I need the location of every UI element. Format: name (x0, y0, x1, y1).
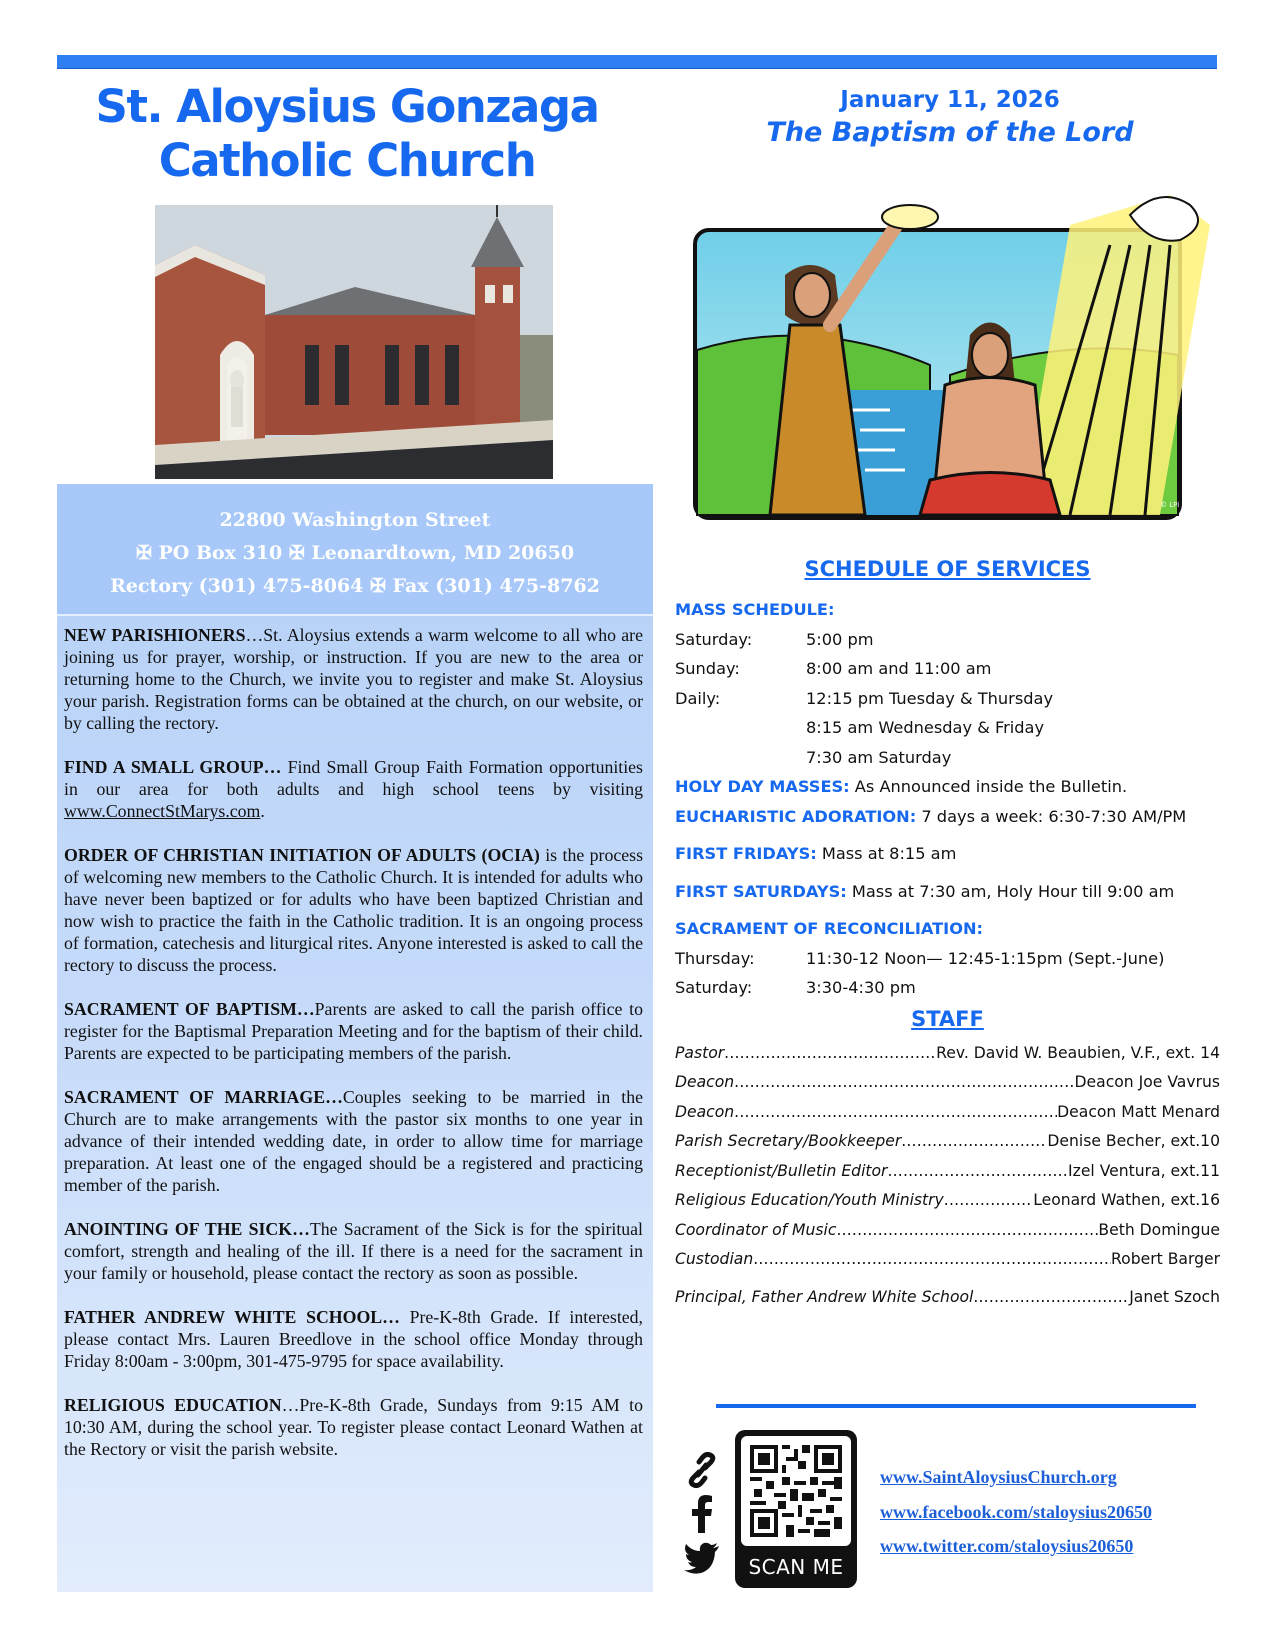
announcement-marriage (64, 1086, 643, 1196)
mass-row (675, 654, 1220, 684)
separator: … (281, 1395, 300, 1415)
separator (400, 1307, 410, 1327)
staff-name: Beth Domingue (1098, 1220, 1220, 1239)
holy-day-label: HOLY DAY MASSES: (675, 777, 850, 796)
address-box (57, 484, 653, 616)
qr-code-box[interactable] (735, 1430, 857, 1588)
mass-day: Saturday: (675, 629, 753, 649)
announcement-heading: ORDER OF CHRISTIAN INITIATION OF ADULTS (OCIA) (64, 845, 540, 865)
announcement-baptism (64, 998, 643, 1064)
facebook-icon (682, 1492, 722, 1536)
staff-role: Custodian (675, 1250, 754, 1268)
website-link[interactable]: www.SaintAloysiusChurch.org (880, 1467, 1117, 1487)
dot-leader (901, 1127, 1047, 1157)
staff-role: Religious Education/Youth Ministry (675, 1191, 944, 1209)
announcement-heading: SACRAMENT OF MARRIAGE… (64, 1087, 343, 1107)
reconciliation-day: Thursday: (675, 948, 755, 968)
feast-title: The Baptism of the Lord (766, 117, 1134, 148)
mass-time: 5:00 pm (806, 629, 874, 649)
mass-schedule-label: MASS SCHEDULE: (675, 600, 835, 619)
staff-name: Leonard Wathen, ext.16 (1033, 1191, 1220, 1209)
mass-row (675, 713, 1220, 743)
schedule-title: SCHEDULE OF SERVICES (804, 557, 1091, 581)
staff-role: Deacon (675, 1102, 735, 1121)
announcement-body: The Sacrament of the Sick is for the spiritual comfort, strength and healing of the ill. If there is a need for the sacrament in your family or household, please contact the rectory as soon as possible. (64, 1219, 643, 1283)
staff-role: Coordinator of Music (675, 1220, 837, 1239)
dot-leader (836, 1216, 1098, 1246)
adoration-label: EUCHARISTIC ADORATION: (675, 806, 917, 826)
top-accent-bar (57, 55, 1217, 69)
date-header (680, 85, 1220, 151)
twitter-icon (682, 1536, 722, 1580)
reconciliation-day: Saturday: (675, 978, 753, 997)
announcement-small-group (64, 756, 643, 822)
reconciliation-time: 11:30-12 Noon— 12:45-1:15pm (Sept.-June) (806, 948, 1165, 968)
announcement-body: Pre-K-8th Grade, Sundays from 9:15 AM to 10:30 AM, during the school year. To register please contact Leonard Wathen at the Rectory or visit the parish website. (64, 1395, 644, 1459)
holy-day-text: As Announced inside the Bulletin. (849, 777, 1128, 796)
first-fridays-label: FIRST FRIDAYS: (675, 844, 817, 863)
dot-leader (753, 1245, 1111, 1275)
mass-row (675, 625, 1220, 655)
mass-row (675, 743, 1220, 773)
staff-row (675, 1068, 1220, 1098)
address-po-box: ✠ PO Box 310 ✠ Leonardtown, MD 20650 (135, 542, 575, 564)
link-icon (682, 1448, 722, 1492)
announcement-heading: NEW PARISHIONERS (64, 625, 246, 645)
announcement-body: is the process of welcoming new members to the Catholic Church. It is intended for adults who have never been baptized or for adults who have been baptized Christian and now wish to practice the faith in the Catholic tradition. It is an ongoing process of formation, catechesis and liturgical rites. Anyone interested is asked to call the rectory to discuss the process. (64, 845, 643, 975)
mass-row (675, 684, 1220, 714)
staff-row (675, 1127, 1220, 1157)
first-fridays (675, 839, 1220, 869)
footer-links (880, 1460, 1152, 1564)
announcement-religious-education (64, 1394, 643, 1460)
dot-leader (944, 1186, 1033, 1216)
staff-name: Izel Ventura, ext.11 (1068, 1161, 1220, 1180)
staff-row (675, 1245, 1220, 1275)
announcement-body: Pre-K-8th Grade. If interested, please contact Mrs. Lauren Breedlove in the school office Monday through Friday 8:00am - 3:00pm, 301-475-9795 for space availability. (64, 1307, 643, 1371)
staff-row-principal (675, 1283, 1220, 1313)
staff-row (675, 1186, 1220, 1216)
address-phone: Rectory (301) 475-8064 ✠ Fax (301) 475-8762 (110, 575, 600, 597)
adoration-text: 7 days a week: 6:30-7:30 AM/PM (916, 806, 1187, 826)
staff-role: Principal, Father Andrew White School (675, 1287, 974, 1306)
announcement-heading: ANOINTING OF THE SICK… (64, 1219, 310, 1239)
dot-leader (724, 1039, 936, 1069)
mass-time: 12:15 pm Tuesday & Thursday (806, 688, 1054, 708)
announcement-ocia (64, 844, 643, 976)
first-saturdays-label: FIRST SATURDAYS: (675, 881, 847, 901)
staff-role: Pastor (675, 1043, 725, 1062)
staff-role: Parish Secretary/Bookkeeper (675, 1132, 902, 1150)
holy-day-masses (675, 772, 1220, 802)
mass-day: Sunday: (675, 659, 740, 678)
staff-role: Deacon (675, 1073, 735, 1091)
staff-name: Deacon Joe Vavrus (1074, 1073, 1220, 1091)
announcement-heading: FIND A SMALL GROUP… (64, 757, 282, 777)
staff-name: Denise Becher, ext.10 (1047, 1132, 1220, 1150)
facebook-link[interactable]: www.facebook.com/staloysius20650 (880, 1501, 1153, 1522)
announcement-body: Find Small Group Faith Formation opportunities in our area for both adults and high school teens by visiting (64, 757, 643, 799)
schedule-of-services (675, 555, 1220, 1312)
staff-row (675, 1098, 1220, 1128)
staff-title: STAFF (911, 1006, 984, 1031)
reconciliation-row (675, 944, 1220, 974)
staff-name: Robert Barger (1111, 1250, 1220, 1268)
staff-row (675, 1216, 1220, 1246)
staff-name: Janet Szoch (1129, 1287, 1220, 1306)
first-saturdays (675, 877, 1220, 907)
church-name-line1: St. Aloysius Gonzaga (95, 80, 599, 133)
announcement-tail: . (260, 801, 265, 821)
dot-leader (973, 1283, 1129, 1313)
church-title (57, 80, 637, 188)
reconciliation-label: SACRAMENT OF RECONCILIATION: (675, 919, 983, 938)
staff-row (675, 1157, 1220, 1187)
dot-leader (734, 1068, 1074, 1098)
announcement-school (64, 1306, 643, 1372)
announcement-heading: FATHER ANDREW WHITE SCHOOL… (64, 1307, 400, 1327)
announcement-body: Parents are asked to call the parish office to register for the Baptismal Preparation Meeting and for the baptism of their child. Parents are expected to be participating members of the parish. (64, 999, 643, 1063)
scan-me-label: SCAN ME (748, 1555, 844, 1579)
dot-leader (887, 1157, 1068, 1187)
reconciliation-time: 3:30-4:30 pm (806, 978, 916, 997)
announcement-new-parishioners (64, 624, 643, 734)
staff-role: Receptionist/Bulletin Editor (675, 1161, 888, 1180)
announcement-body: Couples seeking to be married in the Church are to make arrangements with the pastor six months to one year in advance of their intended wedding date, in order to allow time for marriage preparation. At least one of the engaged should be a registered and practicing member of the parish. (64, 1087, 643, 1195)
reconciliation-row (675, 973, 1220, 1003)
qr-code[interactable] (741, 1436, 851, 1546)
mass-time: 7:30 am Saturday (806, 747, 952, 767)
separator: … (245, 625, 264, 645)
church-name-line2: Catholic Church (158, 134, 536, 187)
mass-day: Daily: (675, 688, 721, 708)
bulletin-date: January 11, 2026 (840, 87, 1060, 113)
first-fridays-text: Mass at 8:15 am (816, 844, 957, 863)
announcement-body: St. Aloysius extends a warm welcome to all who are joining us for prayer, worship, or instruction. If you are new to the area or returning home to the Church, we invite you to register and make St. Aloysius your parish. Registration forms can be obtained at the church, on our website, or by calling the rectory. (64, 625, 644, 733)
announcement-heading: SACRAMENT OF BAPTISM… (64, 999, 315, 1019)
announcement-anointing (64, 1218, 643, 1284)
eucharistic-adoration (675, 802, 1220, 832)
staff-row (675, 1039, 1220, 1069)
connect-st-marys-link[interactable]: www.ConnectStMarys.com (64, 801, 261, 821)
announcement-heading: RELIGIOUS EDUCATION (64, 1395, 282, 1415)
footer-divider (716, 1404, 1196, 1408)
staff-name: Rev. David W. Beaubien, V.F., ext. 14 (936, 1043, 1220, 1062)
dot-leader (734, 1098, 1057, 1128)
announcements-panel (57, 616, 653, 1592)
first-saturdays-text: Mass at 7:30 am, Holy Hour till 9:00 am (846, 881, 1175, 901)
church-photo (155, 205, 553, 479)
twitter-link[interactable]: www.twitter.com/staloysius20650 (880, 1536, 1134, 1556)
mass-time: 8:00 am and 11:00 am (806, 659, 992, 678)
svg-text:© LPi: © LPi (1160, 501, 1180, 509)
address-street: 22800 Washington Street (219, 509, 491, 531)
mass-time: 8:15 am Wednesday & Friday (806, 718, 1045, 737)
social-icons (682, 1448, 722, 1580)
baptism-illustration (690, 185, 1220, 525)
staff-name: Deacon Matt Menard (1057, 1102, 1220, 1121)
